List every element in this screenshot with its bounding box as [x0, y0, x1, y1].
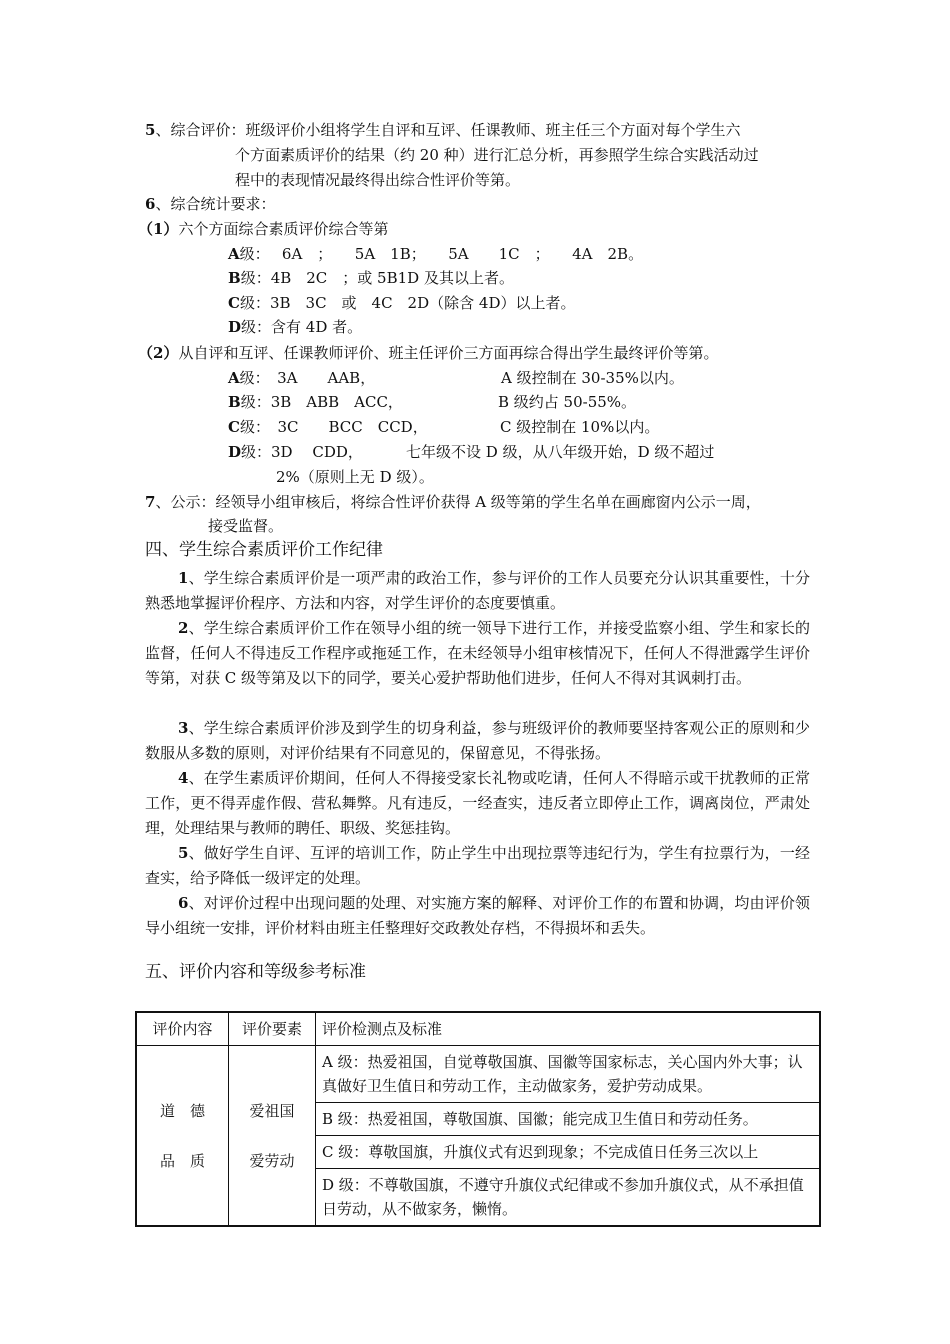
section6-sub1-title: （1）六个方面综合素质评价综合等第: [138, 220, 389, 238]
sub2-grade-a-note: A 级控制在 30-35%以内。: [501, 369, 684, 387]
sub1-grade-d: D级：含有 4D 者。: [228, 318, 363, 336]
table-row: [136, 1046, 820, 1103]
standard-b: B 级：热爱祖国，尊敬国旗、国徽；能完成卫生值日和劳动任务。: [316, 1103, 821, 1136]
section7-line2: 接受监督。: [208, 517, 284, 535]
section5b-heading: 五、评价内容和等级参考标准: [145, 962, 366, 982]
sub1-grade-c: C级：3B 3C 或 4C 2D（除含 4D）以上者。: [228, 294, 576, 312]
section5-line3: 程中的表现情况最终得出综合性评价等第。: [235, 171, 521, 189]
table-header-row: [136, 1012, 820, 1046]
section5-line1: 5、综合评价：班级评价小组将学生自评和互评、任课教师、班主任三个方面对每个学生六: [145, 121, 741, 139]
sub2-grade-d-note: 七年级不设 D 级，从八年级开始，D 级不超过: [406, 443, 715, 461]
discipline-item-3: 3、学生综合素质评价涉及到学生的切身利益，参与班级评价的教师要坚持客观公正的原则和少数服从多数的原则，对评价结果有不同意见的，保留意见，不得张扬。: [145, 719, 810, 762]
sub1-grade-a: A级： 6A ； 5A 1B； 5A 1C ； 4A 2B。: [228, 245, 644, 263]
section4-heading: 四、学生综合素质评价工作纪律: [145, 540, 383, 560]
sub2-grade-b: B级：3B ABB ACC，: [228, 393, 403, 411]
content-cell: [136, 1046, 229, 1227]
discipline-item-6: 6、对评价过程中出现问题的处理、对实施方案的解释、对评价工作的布置和协调，均由评价领导小组统一安排，评价材料由班主任整理好交政教处存档，不得损坏和丢失。: [145, 894, 810, 937]
header-factor: 评价要素: [229, 1012, 316, 1046]
discipline-item-4: 4、在学生素质评价期间，任何人不得接受家长礼物或吃请，任何人不得暗示或干扰教师的正常工作，更不得弄虚作假、营私舞弊。凡有违反，一经查实，违反者立即停止工作，调离岗位，严肃处理，处理结果与教师的聘任、职级、奖惩挂钩。: [145, 769, 810, 837]
content-line1: 道 德: [159, 1101, 205, 1120]
sub2-grade-a: A级： 3A AAB，: [228, 369, 376, 387]
header-standard: 评价检测点及标准: [316, 1012, 821, 1046]
standard-d: D 级：不尊敬国旗，不遵守升旗仪式纪律或不参加升旗仪式，从不承担值日劳动，从不做家务，懒惰。: [316, 1169, 821, 1227]
sub2-grade-b-note: B 级约占 50-55%。: [498, 393, 637, 411]
factor-cell: [229, 1046, 316, 1227]
criteria-table: [135, 1011, 821, 1227]
factor-line2: 爱劳动: [249, 1151, 295, 1170]
factor-line1: 爱祖国: [249, 1101, 295, 1120]
sub2-grade-c-note: C 级控制在 10%以内。: [500, 418, 660, 436]
sub2-grade-c: C级： 3C BCC CCD，: [228, 418, 428, 436]
standard-c: C 级：尊敬国旗，升旗仪式有迟到现象；不完成值日任务三次以上: [316, 1136, 821, 1169]
sub2-grade-d: D级：3D CDD，: [228, 443, 363, 461]
sub2-grade-d-cont: 2%（原则上无 D 级）。: [276, 468, 434, 486]
content-line2: 品 质: [159, 1151, 205, 1170]
header-content: 评价内容: [136, 1012, 229, 1046]
discipline-item-1: 1、学生综合素质评价是一项严肃的政治工作，参与评价的工作人员要充分认识其重要性，十分熟悉地掌握评价程序、方法和内容，对学生评价的态度要慎重。: [145, 569, 810, 612]
section6-sub2-title: （2）从自评和互评、任课教师评价、班主任评价三方面再综合得出学生最终评价等第。: [138, 344, 719, 362]
standard-a: A 级：热爱祖国，自觉尊敬国旗、国徽等国家标志，关心国内外大事；认真做好卫生值日和劳动工作，主动做家务，爱护劳动成果。: [316, 1046, 821, 1103]
section7-line1: 7、公示：经领导小组审核后，将综合性评价获得 A 级等第的学生名单在画廊窗内公示一周，: [145, 493, 761, 511]
discipline-item-2: 2、学生综合素质评价工作在领导小组的统一领导下进行工作，并接受监察小组、学生和家长的监督，任何人不得违反工作程序或拖延工作，在未经领导小组审核情况下，任何人不得泄露学生评价等第，对获 C 级等第及以下的同学，要关心爱护帮助他们进步，任何人不得对其讽刺打击。: [145, 619, 810, 687]
section6-title: 6、综合统计要求：: [145, 195, 276, 213]
sub1-grade-b: B级：4B 2C ；或 5B1D 及其以上者。: [228, 269, 514, 287]
section5-line2: 个方面素质评价的结果（约 20 种）进行汇总分析，再参照学生综合实践活动过: [235, 146, 759, 164]
discipline-item-5: 5、做好学生自评、互评的培训工作，防止学生中出现拉票等违纪行为，学生有拉票行为，一经查实，给予降低一级评定的处理。: [145, 844, 810, 887]
